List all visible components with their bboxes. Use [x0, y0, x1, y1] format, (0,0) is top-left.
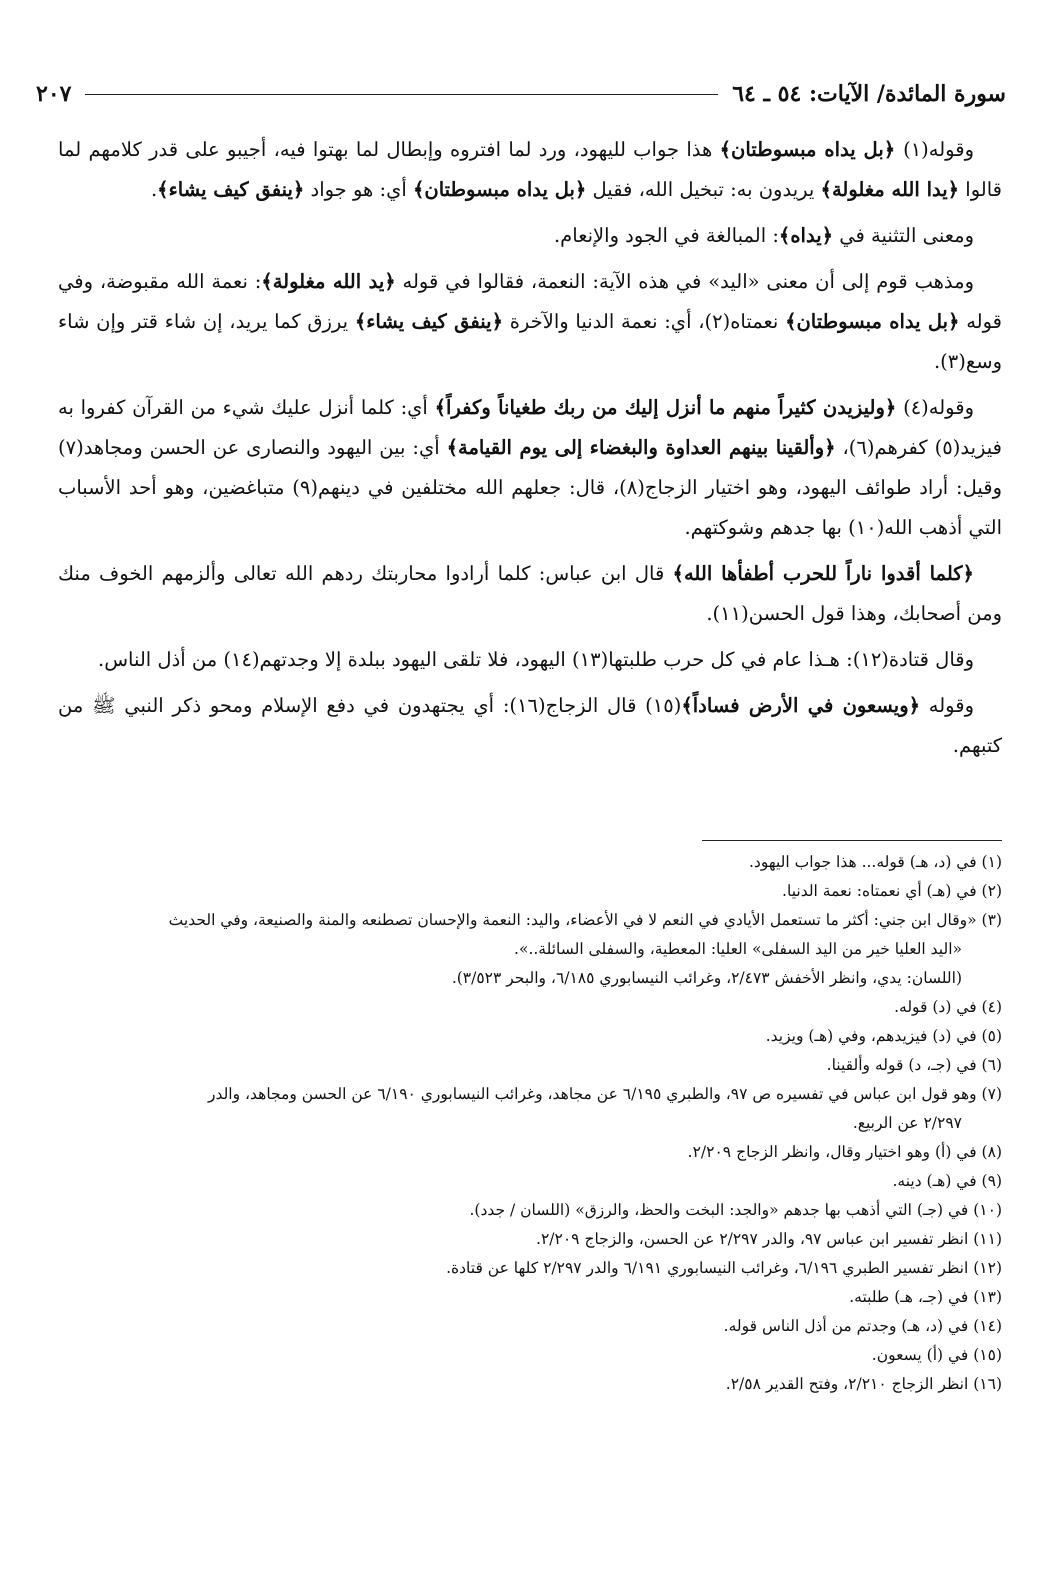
paragraph: [58, 130, 1002, 210]
text-segment: وقوله(٤): [896, 396, 974, 419]
footnote: [52, 1283, 1002, 1312]
footnote: [52, 1341, 1002, 1370]
quranic-quote: ﴿يدا الله مغلولة﴾: [820, 178, 960, 201]
footnote-line: (٤) في (د) قوله.: [894, 998, 1002, 1016]
footnote-line: (٥) في (د) فيزيدهم، وفي (هـ) ويزيد.: [765, 1027, 1002, 1045]
text-segment: وقوله: [920, 694, 974, 717]
quranic-quote: ﴿ينفق كيف يشاء﴾: [354, 310, 503, 333]
quranic-quote: ﴿ويسعون في الأرض فساداً﴾: [681, 694, 921, 717]
quranic-quote: ﴿بل يداه مبسوطتان﴾: [412, 178, 587, 201]
footnote: [52, 1022, 1002, 1051]
text-segment: يريدون به: تبخيل الله، فقيل: [586, 178, 821, 201]
quranic-quote: ﴿وألقينا بينهم العداوة والبغضاء إلى يوم القيامة﴾: [446, 436, 836, 459]
footnote-line: (١٣) في (جـ، هـ) طلبته.: [849, 1288, 1002, 1306]
paragraph: [58, 686, 1002, 766]
footnote-separator: [702, 840, 1002, 841]
text-segment: يرزق كما يريد، إن شاء قتر وإن شاء وسع(٣).: [58, 310, 1002, 373]
quranic-quote: ﴿يد الله مغلولة﴾: [261, 270, 396, 293]
quranic-quote: ﴿بل يداه مبسوطتان﴾: [785, 310, 960, 333]
footnote-line: (١٠) في (جـ) التي أذهب بها جدهم «والجد: البخت والحظ، والرزق» (اللسان / جدد).: [469, 1201, 1002, 1219]
footnote-line: (١٦) انظر الزجاج ٢/٢١٠، وفتح القدير ٢/٥٨.: [725, 1375, 1002, 1393]
text-segment: ومذهب قوم إلى أن معنى «اليد» في هذه الآية: النعمة، فقالوا في قوله: [395, 270, 975, 293]
footnote-line: (٣) «وقال ابن جني: أكثر ما تستعمل الأيادي في النعم لا في الأعضاء، واليد: النعمة والإحسان تصطنعه والمنة والصنيعة، وفي الحديث: [168, 911, 1002, 929]
paragraph: [58, 216, 1002, 256]
paragraph: [58, 554, 1002, 634]
footnote-line: (١٤) في (د، هـ) وجدتم من أذل الناس قوله.: [723, 1317, 1002, 1335]
text-segment: (١): [903, 138, 929, 161]
text-segment: أي: كلما أنزل عليك شيء من القرآن كفروا به فيزيد(٥) كفرهم(٦)،: [58, 396, 1002, 459]
footnote: [52, 906, 1002, 993]
footnote-line: (٦) في (جـ، د) قوله وألقينا.: [826, 1056, 1002, 1074]
text-segment: هذا جواب لليهود، ورد لما افتروه وإبطال لما بهتوا فيه، أجيبو على قدر كلامهم لما قالوا: [58, 138, 1002, 201]
footnote-line: (٧) وهو قول ابن عباس في تفسيره ص ٩٧، والطبري ٦/١٩٥ عن مجاهد، وغرائب النيسابوري ٦/١٩٠ عن الحسن ومجاهد، والدر: [207, 1085, 1002, 1103]
footnote: [52, 1312, 1002, 1341]
footnote-line: (١٥) في (أ) يسعون.: [871, 1346, 1002, 1364]
footnote: [52, 1196, 1002, 1225]
footnote-line: (١١) انظر تفسير ابن عباس ٩٧، والدر ٢/٢٩٧ عن الحسن، والزجاج ٢/٢٠٩.: [536, 1230, 1002, 1248]
quranic-quote: ﴿وليزيدن كثيراً منهم ما أنزل إليك من ربك طغياناً وكفراً﴾: [434, 396, 897, 419]
text-segment: نعمتاه(٢)، أي: نعمة الدنيا والآخرة: [503, 310, 786, 333]
footnote: [52, 1051, 1002, 1080]
footnote: [52, 993, 1002, 1022]
footnote-line: (٢) في (هـ) أي نعمتاه: نعمة الدنيا.: [782, 882, 1002, 900]
footnote-line: (اللسان: يدي، وانظر الأخفش ٢/٤٧٣، وغرائب النيسابوري ٦/١٨٥، والبحر ٣/٥٢٣).: [451, 969, 962, 987]
paragraph: [58, 640, 1002, 680]
text-segment: .: [150, 178, 158, 201]
text-segment: : المبالغة في الجود والإنعام.: [553, 224, 779, 247]
text-segment: ومعنى التثنية في: [833, 224, 974, 247]
text-segment: وقال قتادة(١٢): هـذا عام في كل حرب طلبتها(١٣) اليهود، فلا تلقى اليهود ببلدة إلا وجدتهم(١٤) من أذل الناس.: [98, 648, 974, 671]
running-header: [36, 74, 1006, 114]
text-segment: قال ابن عباس: كلما أرادوا محاربتك ردهم الله تعالى وألزمهم الخوف منك ومن أصحابك، وهذا قول الحسن(١١).: [58, 562, 1002, 625]
quranic-quote: ﴿يداه﴾: [778, 224, 834, 247]
footnote: [52, 877, 1002, 906]
footnote: [52, 1167, 1002, 1196]
quranic-quote: ﴿كلما أقدوا ناراً للحرب أطفأها الله﴾: [672, 562, 974, 585]
footnotes: [52, 848, 1002, 1399]
footnote: [52, 1254, 1002, 1283]
footnote-line: (٩) في (هـ) دينه.: [892, 1172, 1002, 1190]
footnote: [52, 1080, 1002, 1138]
main-text: [58, 130, 1002, 772]
footnote-line: (١) في (د، هـ) قوله... هذا جواب اليهود.: [749, 853, 1002, 871]
quranic-quote: ﴿ينفق كيف يشاء﴾: [157, 178, 305, 201]
header-rule: [85, 94, 718, 95]
text-segment: أي: هو جواد: [304, 178, 413, 201]
text-segment: (١٥) قال الزجاج(١٦): أي يجتهدون في دفع الإسلام ومحو ذكر النبي ﷺ من كتبهم.: [58, 694, 1002, 757]
footnote-line: ٢/٢٩٧ عن الربيع.: [852, 1114, 962, 1132]
text-segment: : نعمة الله مقبوضة، وفي قوله: [58, 270, 1002, 333]
text-segment: أي: بين اليهود والنصارى عن الحسن ومجاهد(٧) وقيل: أراد طوائف اليهود، وهو اختيار الزجاج(٨)، قال: جعلهم الله مختلفين في دينهم(٩) متباغضين، وهو أحد الأسباب التي أذهب الله(١٠) بها جدهم وشوكتهم.: [58, 436, 1002, 539]
footnote: [52, 848, 1002, 877]
paragraph: [58, 262, 1002, 382]
page-number: ٢٠٧: [36, 81, 72, 107]
footnote-line: «اليد العليا خير من اليد السفلى» العليا: المعطية، والسفلى السائلة..».: [514, 940, 962, 958]
footnote-line: (٨) في (أ) وهو اختيار وقال، وانظر الزجاج ٢/٢٠٩.: [687, 1143, 1002, 1161]
paragraph: [58, 388, 1002, 548]
footnote: [52, 1225, 1002, 1254]
footnote: [52, 1370, 1002, 1399]
footnote-line: (١٢) انظر تفسير الطبري ٦/١٩٦، وغرائب النيسابوري ٦/١٩١ والدر ٢/٢٩٧ كلها عن قتادة.: [446, 1259, 1002, 1277]
footnote: [52, 1138, 1002, 1167]
quranic-quote: ﴿بل يداه مبسوطتان﴾: [719, 138, 904, 161]
text-segment: وقوله: [928, 138, 974, 161]
header-title: سورة المائدة/ الآيات: ٥٤ ـ ٦٤: [732, 81, 1006, 107]
